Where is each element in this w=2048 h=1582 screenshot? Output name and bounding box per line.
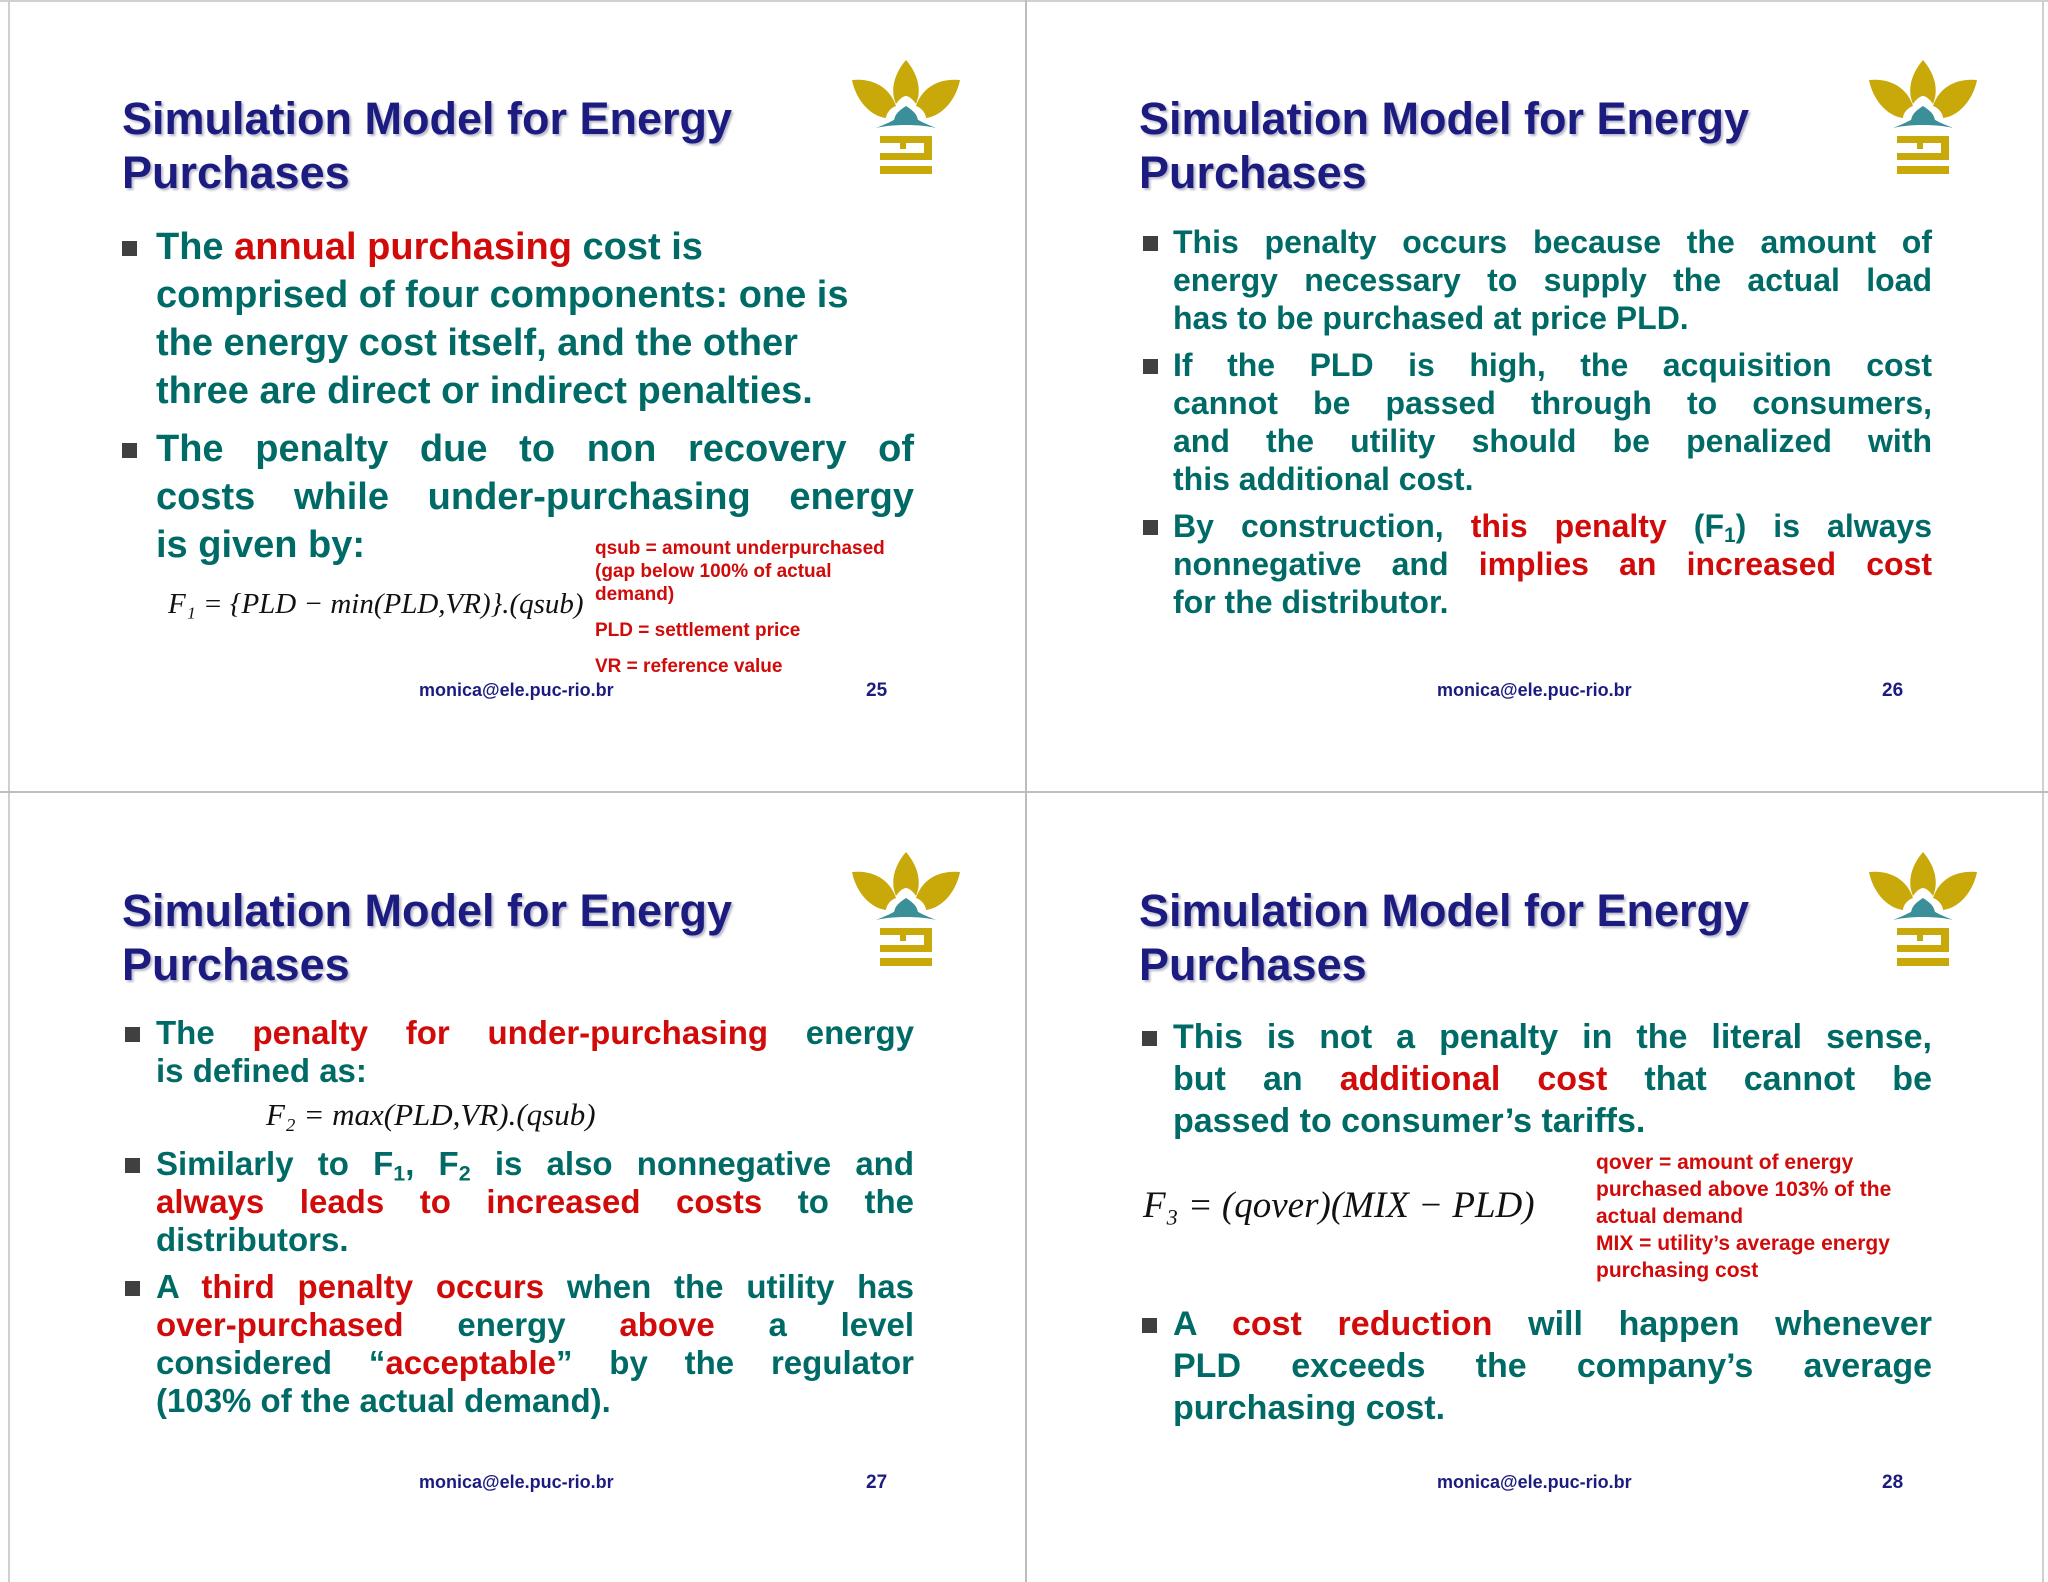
- text-line: [156, 1382, 914, 1420]
- bullet-item: [156, 1145, 914, 1259]
- bullet-item: [156, 1014, 914, 1090]
- bullet-square-icon: [122, 443, 137, 458]
- text-segment: ) is always: [1735, 508, 1933, 544]
- bullet-item: [1173, 346, 1932, 498]
- text-line: [156, 1014, 914, 1052]
- text-segment: three are direct or indirect penalties.: [156, 370, 813, 412]
- highlighted-text: acceptable: [385, 1344, 556, 1381]
- note: MIX = utility’s average energy: [1596, 1232, 1890, 1255]
- text-line: [156, 1052, 914, 1090]
- text-segment: considered “: [156, 1344, 386, 1381]
- highlighted-text: additional cost: [1339, 1060, 1608, 1098]
- formula-notes: [595, 537, 885, 678]
- slide-title: [122, 884, 732, 992]
- text-segment: purchasing cost.: [1173, 1389, 1446, 1427]
- author-email: monica@ele.puc-rio.br: [419, 680, 614, 700]
- bullet-square-icon: [1143, 359, 1158, 374]
- text-line: [1173, 422, 1932, 460]
- text-line: [1173, 1345, 1932, 1387]
- text-segment: Similarly to F: [156, 1145, 394, 1182]
- formula-f3: F₃ = (qover)(MIX − PLD): [1143, 1185, 1535, 1226]
- university-logo-icon: [850, 852, 962, 974]
- text-segment: This is not a penalty in the literal sense,: [1173, 1018, 1932, 1056]
- university-logo-icon: [1867, 852, 1979, 974]
- text-line: [1173, 299, 1932, 337]
- title-line: Simulation Model for Energy: [122, 93, 733, 144]
- text-line: [156, 1145, 914, 1186]
- title-line: Simulation Model for Energy: [1139, 885, 1750, 936]
- text-line: [156, 1306, 914, 1344]
- text-segment: for the distributor.: [1173, 584, 1449, 620]
- text-segment: but an: [1173, 1060, 1340, 1098]
- highlighted-text: penalty for under-purchasing: [252, 1014, 769, 1051]
- bullet-list: [156, 1014, 914, 1420]
- formula-f2: F₂ = max(PLD,VR).(qsub): [266, 1097, 596, 1132]
- text-segment: when the utility has: [544, 1268, 914, 1305]
- text-segment: 2: [458, 1161, 471, 1186]
- title-line: Purchases: [122, 939, 350, 990]
- text-segment: ” by the regulator: [555, 1344, 914, 1381]
- text-line: [156, 1183, 914, 1221]
- slide-title: [1139, 884, 1749, 992]
- text-segment: has to be purchased at price PLD.: [1173, 300, 1689, 336]
- slide-title: [122, 92, 732, 200]
- text-segment: is also nonnegative and: [470, 1145, 914, 1182]
- text-line: [1173, 261, 1932, 299]
- text-line: [1173, 583, 1932, 621]
- text-segment: and the utility should be penalized with: [1173, 423, 1932, 459]
- text-line: [1173, 545, 1932, 583]
- page-number: 27: [866, 1472, 888, 1493]
- text-segment: energy: [403, 1306, 620, 1343]
- formula-notes: [1596, 1149, 1891, 1284]
- highlighted-text: cost reduction: [1231, 1305, 1493, 1343]
- text-segment: distributors.: [156, 1221, 349, 1258]
- note: purchasing cost: [1596, 1259, 1759, 1282]
- bullet-square-icon: [125, 1158, 140, 1173]
- text-line: [1173, 1100, 1932, 1142]
- text-segment: The: [156, 226, 235, 268]
- author-email: monica@ele.puc-rio.br: [1437, 680, 1632, 700]
- bullet-square-icon: [1143, 520, 1158, 535]
- bullet-square-icon: [125, 1281, 140, 1296]
- text-segment: , F: [405, 1145, 459, 1182]
- text-line: [156, 425, 914, 473]
- highlighted-text: always leads to increased costs: [156, 1183, 763, 1220]
- text-segment: cannot be passed through to consumers,: [1173, 385, 1932, 421]
- title-line: Purchases: [1139, 147, 1367, 198]
- text-segment: A: [156, 1268, 202, 1305]
- bullet-item: [1173, 507, 1932, 621]
- author-email: monica@ele.puc-rio.br: [1437, 1472, 1632, 1492]
- text-line: [1173, 346, 1932, 384]
- text-segment: this additional cost.: [1173, 461, 1474, 497]
- text-segment: This penalty occurs because the amount of: [1173, 224, 1932, 260]
- highlighted-text: above: [619, 1306, 715, 1343]
- note: purchased above 103% of the: [1596, 1178, 1892, 1201]
- text-segment: is defined as:: [156, 1052, 367, 1089]
- text-line: [156, 319, 914, 367]
- text-segment: (F: [1666, 508, 1724, 544]
- bullet-square-icon: [1142, 1031, 1157, 1046]
- text-segment: 1: [1724, 524, 1736, 548]
- text-line: [1173, 1387, 1932, 1429]
- highlighted-text: third penalty occurs: [201, 1268, 545, 1305]
- text-segment: comprised of four components: one is: [156, 274, 849, 316]
- formula-f1: F₁ = {PLD − min(PLD,VR)}.(qsub): [168, 588, 584, 620]
- text-segment: If the PLD is high, the acquisition cost: [1173, 347, 1932, 383]
- text-segment: PLD exceeds the company’s average: [1173, 1347, 1932, 1385]
- highlighted-text: this penalty: [1470, 508, 1667, 544]
- bullet-square-icon: [1143, 236, 1158, 251]
- title-line: Purchases: [122, 147, 350, 198]
- text-line: [1173, 507, 1933, 548]
- text-line: [156, 1221, 914, 1259]
- slide-25: [0, 0, 1023, 790]
- note: VR = reference value: [595, 656, 783, 677]
- text-segment: is given by:: [156, 524, 366, 566]
- text-segment: By construction,: [1173, 508, 1471, 544]
- text-segment: costs while under-purchasing energy: [156, 476, 914, 518]
- text-line: [156, 473, 914, 521]
- highlighted-text: implies an increased cost: [1478, 546, 1933, 582]
- text-segment: that cannot be: [1607, 1060, 1932, 1098]
- note: demand): [595, 584, 675, 605]
- text-line: [1173, 223, 1932, 261]
- note: qsub = amount underpurchased: [595, 538, 885, 559]
- text-line: [156, 223, 914, 271]
- text-segment: The: [156, 1014, 253, 1051]
- text-line: [156, 367, 914, 415]
- author-email: monica@ele.puc-rio.br: [419, 1472, 614, 1492]
- note: (gap below 100% of actual: [595, 561, 832, 582]
- note: qover = amount of energy: [1596, 1151, 1854, 1174]
- title-line: Simulation Model for Energy: [122, 885, 733, 936]
- note: PLD = settlement price: [595, 620, 801, 641]
- text-segment: a level: [714, 1306, 914, 1343]
- bullet-list: [156, 223, 914, 569]
- text-line: [156, 1344, 914, 1382]
- text-segment: will happen whenever: [1492, 1305, 1932, 1343]
- highlighted-text: over-purchased: [156, 1306, 404, 1343]
- text-segment: energy necessary to supply the actual load: [1173, 262, 1932, 298]
- text-line: [1173, 460, 1932, 498]
- bullet-item: [1173, 223, 1932, 337]
- title-line: Simulation Model for Energy: [1139, 93, 1750, 144]
- text-line: [156, 1268, 914, 1306]
- text-line: [1173, 1058, 1932, 1100]
- slide-27: [0, 792, 1023, 1582]
- text-segment: The penalty due to non recovery of: [156, 428, 914, 470]
- page-number: 28: [1882, 1472, 1904, 1493]
- bullet-item: [1173, 1016, 1932, 1142]
- bullet-square-icon: [125, 1027, 140, 1042]
- text-line: [156, 271, 914, 319]
- text-segment: energy: [768, 1014, 914, 1051]
- slide-28: [1025, 792, 2048, 1582]
- text-line: [1173, 384, 1932, 422]
- bullet-item: [1173, 1303, 1932, 1429]
- bullet-square-icon: [1142, 1318, 1157, 1333]
- text-segment: (103% of the actual demand).: [156, 1382, 611, 1419]
- text-segment: A: [1173, 1305, 1232, 1343]
- highlighted-text: annual purchasing: [234, 226, 572, 268]
- text-line: [1173, 1016, 1932, 1058]
- text-segment: 1: [393, 1161, 406, 1186]
- slide-26: [1025, 0, 2048, 790]
- note: actual demand: [1596, 1205, 1744, 1228]
- bullet-list: [1173, 223, 1932, 621]
- slide-title: [1139, 92, 1749, 200]
- title-line: Purchases: [1139, 939, 1367, 990]
- text-segment: passed to consumer’s tariffs.: [1173, 1102, 1646, 1140]
- page-number: 26: [1882, 680, 1904, 701]
- bullet-item: [156, 1268, 914, 1420]
- university-logo-icon: [1867, 60, 1979, 182]
- text-segment: to the: [762, 1183, 914, 1220]
- bullet-item: [156, 223, 914, 415]
- bullet-square-icon: [122, 241, 137, 256]
- text-segment: nonnegative and: [1173, 546, 1479, 582]
- university-logo-icon: [850, 60, 962, 182]
- text-segment: cost is: [571, 226, 703, 268]
- page-number: 25: [866, 680, 888, 701]
- text-segment: the energy cost itself, and the other: [156, 322, 798, 364]
- text-line: [1173, 1303, 1932, 1345]
